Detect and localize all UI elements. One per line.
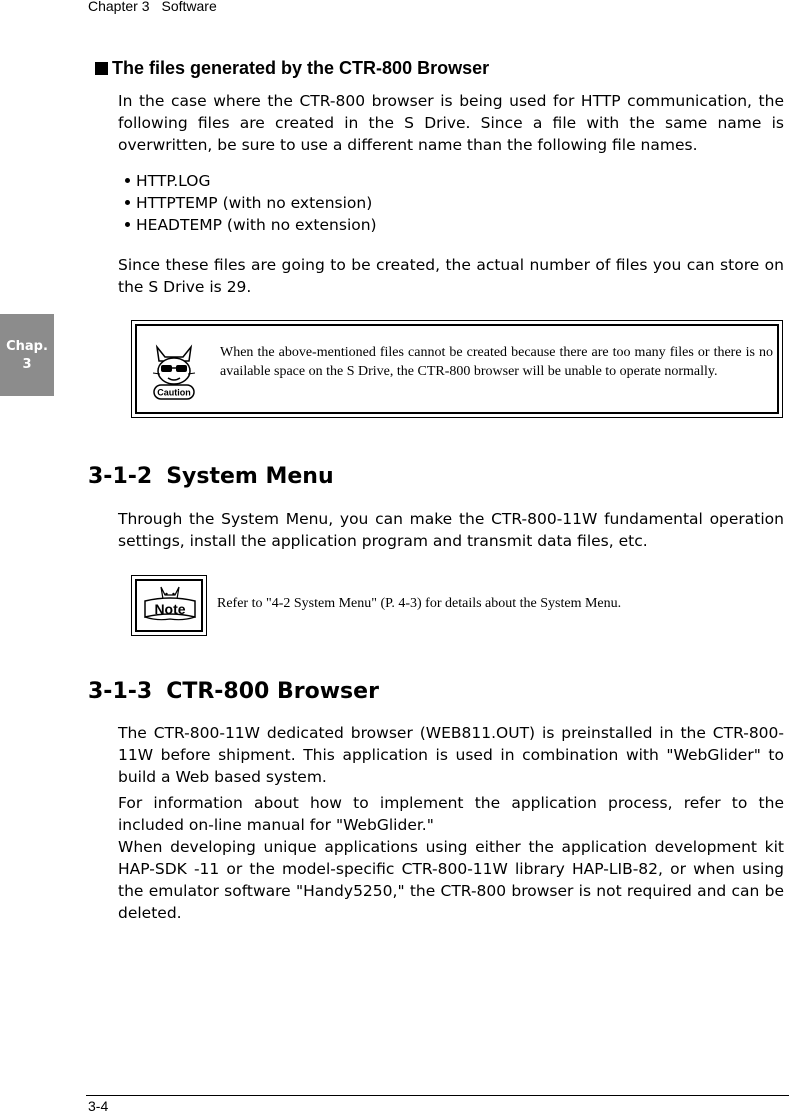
files-section-heading: [95, 58, 489, 79]
section-title: System Menu: [166, 464, 334, 489]
note-cat-icon: [137, 581, 203, 632]
bullet-icon: [125, 178, 130, 183]
caution-box: [131, 320, 783, 418]
note-box: [131, 575, 207, 636]
chapter-tab: [0, 314, 54, 396]
browser-heading: [88, 679, 379, 704]
list-item: HEADTEMP (with no extension): [125, 214, 377, 236]
system-menu-heading: [88, 464, 334, 489]
bullet-icon: [125, 222, 130, 227]
square-bullet-icon: [95, 62, 108, 75]
header-chapter: Chapter 3: [88, 0, 150, 14]
section-number: 3-1-2: [88, 464, 153, 489]
page-header: [88, 0, 217, 14]
header-section: Software: [161, 0, 217, 14]
files-intro-paragraph: In the case where the CTR-800 browser is being used for HTTP communication, the following files are created in the S Drive. Since a file with the same name is overwritten, be sure to use a different name than the following file names.: [118, 92, 784, 154]
browser-paragraph-1: The CTR-800-11W dedicated browser (WEB811.OUT) is preinstalled in the CTR-800-11W before shipment. This application is used in combination with "WebGlider" to build a Web based system.: [118, 724, 784, 786]
caution-text: When the above-mentioned files cannot be created because there are too many files or there is no available space on the S Drive, the CTR-800 browser will be unable to operate normally.: [220, 345, 773, 379]
caution-cat-icon: [151, 343, 197, 403]
section-title: CTR-800 Browser: [166, 679, 379, 704]
section-number: 3-1-3: [88, 679, 153, 704]
svg-text:Caution: Caution: [157, 387, 191, 398]
chapter-tab-label: Chap.: [6, 339, 48, 354]
list-item: HTTP.LOG: [125, 170, 377, 192]
page-number: 3-4: [88, 1098, 109, 1114]
list-item: HTTPTEMP (with no extension): [125, 192, 377, 214]
chapter-tab-number: 3: [22, 357, 32, 372]
svg-text:Note: Note: [154, 601, 186, 617]
bullet-icon: [125, 200, 130, 205]
generated-files-list: [125, 170, 377, 236]
browser-paragraph-3: When developing unique applications using either the application development kit HAP-SDK -11 or the model-specific CTR-800-11W library HAP-LIB-82, or when using the emulator software "Handy5250," the CTR-800 browser is not required and can be deleted.: [118, 838, 784, 922]
system-menu-paragraph: Through the System Menu, you can make the CTR-800-11W fundamental operation settings, install the application program and transmit data files, etc.: [118, 510, 784, 550]
footer-divider: [86, 1095, 789, 1096]
files-count-paragraph: Since these files are going to be created, the actual number of files you can store on the S Drive is 29.: [118, 256, 784, 296]
files-section-heading-text: The files generated by the CTR-800 Browser: [112, 58, 490, 78]
note-text: Refer to "4-2 System Menu" (P. 4-3) for details about the System Menu.: [217, 596, 622, 611]
browser-paragraph-2: For information about how to implement the application process, refer to the included on-line manual for "WebGlider.": [118, 794, 784, 834]
